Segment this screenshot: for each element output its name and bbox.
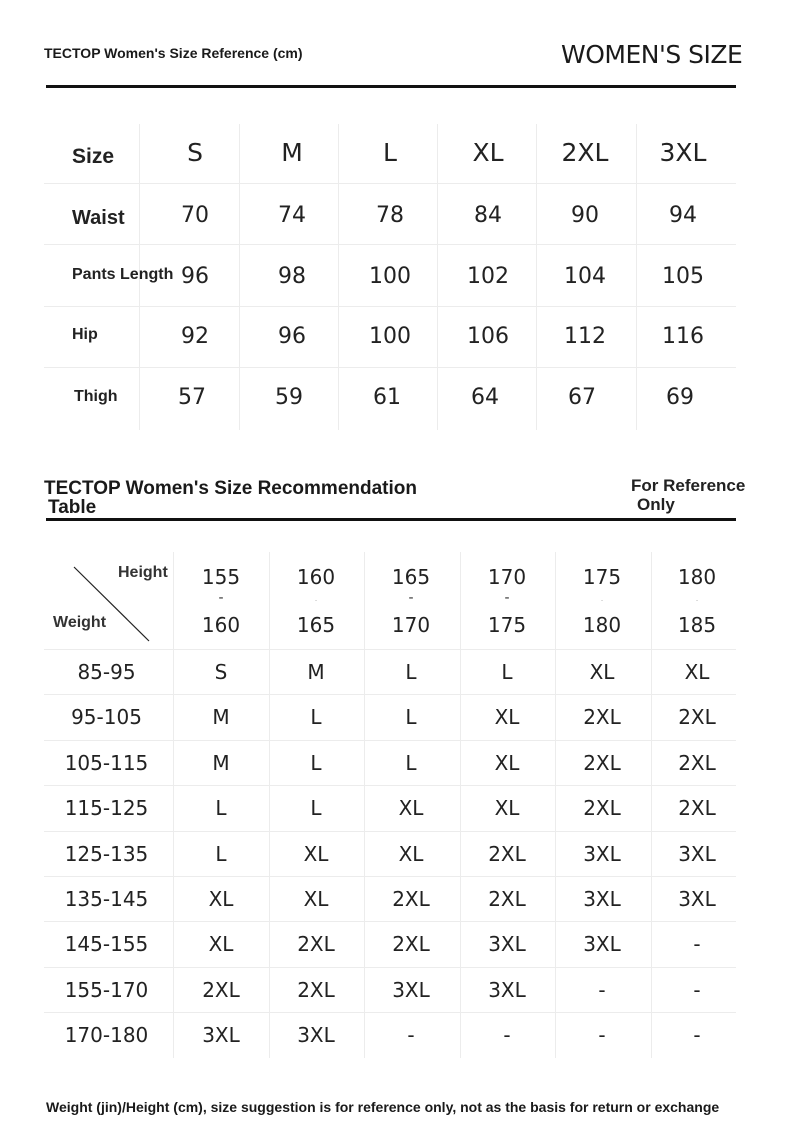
height-range-from: 165 bbox=[391, 565, 431, 589]
measure-value: 59 bbox=[275, 385, 303, 410]
measure-value: 100 bbox=[369, 264, 411, 289]
height-range-from: 170 bbox=[487, 565, 527, 589]
grid-line bbox=[44, 183, 736, 184]
recommended-size-cell: L bbox=[405, 705, 417, 729]
size-reference-title: TECTOP Women's Size Reference (cm) bbox=[44, 45, 303, 61]
size-col-header: XL bbox=[472, 138, 504, 167]
height-range-from: 180 bbox=[677, 565, 717, 589]
recommended-size-cell: L bbox=[405, 751, 417, 775]
measure-value: 78 bbox=[376, 203, 404, 228]
height-range-to: 175 bbox=[487, 613, 527, 637]
size-col-header: 2XL bbox=[561, 138, 609, 167]
footnote: Weight (jin)/Height (cm), size suggestion is for reference only, not as the basis for return or exchange bbox=[46, 1099, 720, 1115]
recommended-size-cell: XL bbox=[303, 887, 329, 911]
reference-only-note bbox=[631, 476, 745, 514]
measure-value: 112 bbox=[564, 324, 606, 349]
recommended-size-cell: L bbox=[215, 796, 227, 820]
weight-range-label: 125-135 bbox=[64, 842, 149, 866]
grid-line bbox=[173, 552, 174, 1058]
grid-line bbox=[437, 124, 438, 430]
weight-range-label: 95-105 bbox=[71, 705, 142, 729]
grid-line bbox=[44, 694, 736, 695]
height-range-separator: - bbox=[601, 598, 603, 604]
recommended-size-cell: XL bbox=[684, 660, 710, 684]
row-label-hip: Hip bbox=[72, 326, 98, 343]
size-recommendation-table bbox=[44, 552, 736, 1058]
grid-line bbox=[44, 306, 736, 307]
size-reference-table bbox=[44, 124, 736, 430]
measure-value: 116 bbox=[662, 324, 704, 349]
grid-line bbox=[44, 367, 736, 368]
recommended-size-cell: 3XL bbox=[583, 842, 621, 866]
height-range-to: 180 bbox=[582, 613, 622, 637]
recommended-size-cell: 3XL bbox=[583, 932, 621, 956]
recommended-size-cell: - bbox=[693, 1023, 701, 1047]
row-label-pants-length: Pants Length bbox=[72, 266, 174, 283]
womens-size-heading: WOMEN'S SIZE bbox=[561, 40, 743, 69]
measure-value: 64 bbox=[471, 385, 499, 410]
grid-line bbox=[44, 1012, 736, 1013]
recommended-size-cell: 2XL bbox=[488, 887, 526, 911]
weight-range-label: 155-170 bbox=[64, 978, 149, 1002]
recommended-size-cell: XL bbox=[398, 842, 424, 866]
height-range-from: 175 bbox=[582, 565, 622, 589]
row-label-thigh: Thigh bbox=[74, 388, 118, 405]
grid-line bbox=[44, 244, 736, 245]
measure-value: 96 bbox=[181, 264, 209, 289]
measure-value: 104 bbox=[564, 264, 606, 289]
recommended-size-cell: XL bbox=[208, 932, 234, 956]
recommended-size-cell: M bbox=[212, 705, 230, 729]
grid-line bbox=[555, 552, 556, 1058]
recommended-size-cell: - bbox=[407, 1023, 415, 1047]
recommended-size-cell: XL bbox=[494, 751, 520, 775]
recommended-size-cell: 2XL bbox=[488, 842, 526, 866]
recommended-size-cell: - bbox=[598, 978, 606, 1002]
reference-note-line1: For Reference bbox=[631, 476, 746, 495]
recommended-size-cell: 3XL bbox=[297, 1023, 335, 1047]
recommended-size-cell: XL bbox=[494, 705, 520, 729]
recommended-size-cell: 2XL bbox=[297, 978, 335, 1002]
recommended-size-cell: M bbox=[212, 751, 230, 775]
section-divider bbox=[46, 518, 736, 521]
recommended-size-cell: L bbox=[310, 751, 322, 775]
grid-line bbox=[44, 740, 736, 741]
measure-value: 96 bbox=[278, 324, 306, 349]
grid-line bbox=[338, 124, 339, 430]
size-col-header: M bbox=[281, 138, 303, 167]
recommended-size-cell: 3XL bbox=[202, 1023, 240, 1047]
weight-range-label: 105-115 bbox=[64, 751, 149, 775]
recommended-size-cell: XL bbox=[589, 660, 615, 684]
measure-value: 92 bbox=[181, 324, 209, 349]
recommended-size-cell: XL bbox=[208, 887, 234, 911]
measure-value: 90 bbox=[571, 203, 599, 228]
height-range-from: 160 bbox=[296, 565, 336, 589]
recommended-size-cell: XL bbox=[398, 796, 424, 820]
recommended-size-cell: S bbox=[214, 660, 228, 684]
recommended-size-cell: 3XL bbox=[488, 978, 526, 1002]
height-range-to: 165 bbox=[296, 613, 336, 637]
recommended-size-cell: - bbox=[693, 932, 701, 956]
recommended-size-cell: 3XL bbox=[678, 842, 716, 866]
recommended-size-cell: XL bbox=[494, 796, 520, 820]
section-divider bbox=[46, 85, 736, 88]
height-axis-label: Height bbox=[118, 564, 168, 581]
recommended-size-cell: 2XL bbox=[678, 796, 716, 820]
measure-value: 69 bbox=[666, 385, 694, 410]
height-range-to: 170 bbox=[391, 613, 431, 637]
recommended-size-cell: 2XL bbox=[392, 932, 430, 956]
weight-range-label: 145-155 bbox=[64, 932, 149, 956]
grid-line bbox=[364, 552, 365, 1058]
recommended-size-cell: L bbox=[215, 842, 227, 866]
recommended-size-cell: - bbox=[503, 1023, 511, 1047]
measure-value: 106 bbox=[467, 324, 509, 349]
measure-value: 100 bbox=[369, 324, 411, 349]
reference-note-line2: Only bbox=[637, 495, 675, 514]
height-range-separator: - bbox=[218, 590, 224, 606]
recommended-size-cell: - bbox=[598, 1023, 606, 1047]
recommended-size-cell: 2XL bbox=[583, 796, 621, 820]
recommended-size-cell: L bbox=[310, 796, 322, 820]
measure-value: 61 bbox=[373, 385, 401, 410]
recommended-size-cell: 3XL bbox=[392, 978, 430, 1002]
size-col-header: 3XL bbox=[659, 138, 707, 167]
recommended-size-cell: 2XL bbox=[202, 978, 240, 1002]
grid-line bbox=[44, 876, 736, 877]
measure-value: 57 bbox=[178, 385, 206, 410]
recommended-size-cell: L bbox=[405, 660, 417, 684]
measure-value: 70 bbox=[181, 203, 209, 228]
grid-line bbox=[44, 967, 736, 968]
recommended-size-cell: 2XL bbox=[678, 705, 716, 729]
recommended-size-cell: 3XL bbox=[488, 932, 526, 956]
measure-value: 94 bbox=[669, 203, 697, 228]
recommended-size-cell: - bbox=[693, 978, 701, 1002]
weight-range-label: 135-145 bbox=[64, 887, 149, 911]
row-label-waist: Waist bbox=[72, 207, 125, 229]
weight-range-label: 85-95 bbox=[77, 660, 136, 684]
grid-line bbox=[44, 785, 736, 786]
recommended-size-cell: 3XL bbox=[678, 887, 716, 911]
measure-value: 74 bbox=[278, 203, 306, 228]
recommendation-title bbox=[44, 479, 417, 517]
height-range-separator: - bbox=[504, 590, 510, 606]
height-range-to: 185 bbox=[677, 613, 717, 637]
recommended-size-cell: 2XL bbox=[583, 751, 621, 775]
recommended-size-cell: 3XL bbox=[583, 887, 621, 911]
recommended-size-cell: XL bbox=[303, 842, 329, 866]
height-range-separator: - bbox=[408, 590, 414, 606]
measure-value: 98 bbox=[278, 264, 306, 289]
weight-range-label: 170-180 bbox=[64, 1023, 149, 1047]
height-range-from: 155 bbox=[201, 565, 241, 589]
size-col-header: S bbox=[187, 138, 203, 167]
grid-line bbox=[44, 921, 736, 922]
recommendation-title-line1: TECTOP Women's Size Recommendation bbox=[44, 478, 417, 499]
size-header: Size bbox=[72, 145, 115, 168]
recommended-size-cell: 2XL bbox=[583, 705, 621, 729]
grid-line bbox=[44, 831, 736, 832]
recommended-size-cell: 2XL bbox=[392, 887, 430, 911]
grid-line bbox=[460, 552, 461, 1058]
measure-value: 84 bbox=[474, 203, 502, 228]
weight-range-label: 115-125 bbox=[64, 796, 149, 820]
measure-value: 105 bbox=[662, 264, 704, 289]
size-col-header: L bbox=[383, 138, 397, 167]
recommended-size-cell: L bbox=[501, 660, 513, 684]
recommended-size-cell: L bbox=[310, 705, 322, 729]
weight-axis-label: Weight bbox=[53, 614, 107, 631]
grid-line bbox=[269, 552, 270, 1058]
measure-value: 67 bbox=[568, 385, 596, 410]
recommendation-title-line2: Table bbox=[48, 497, 97, 518]
height-range-to: 160 bbox=[201, 613, 241, 637]
recommended-size-cell: M bbox=[307, 660, 325, 684]
recommended-size-cell: 2XL bbox=[297, 932, 335, 956]
height-range-separator: - bbox=[696, 598, 698, 604]
height-range-separator: - bbox=[315, 598, 317, 604]
measure-value: 102 bbox=[467, 264, 509, 289]
grid-line bbox=[44, 649, 736, 650]
recommended-size-cell: 2XL bbox=[678, 751, 716, 775]
